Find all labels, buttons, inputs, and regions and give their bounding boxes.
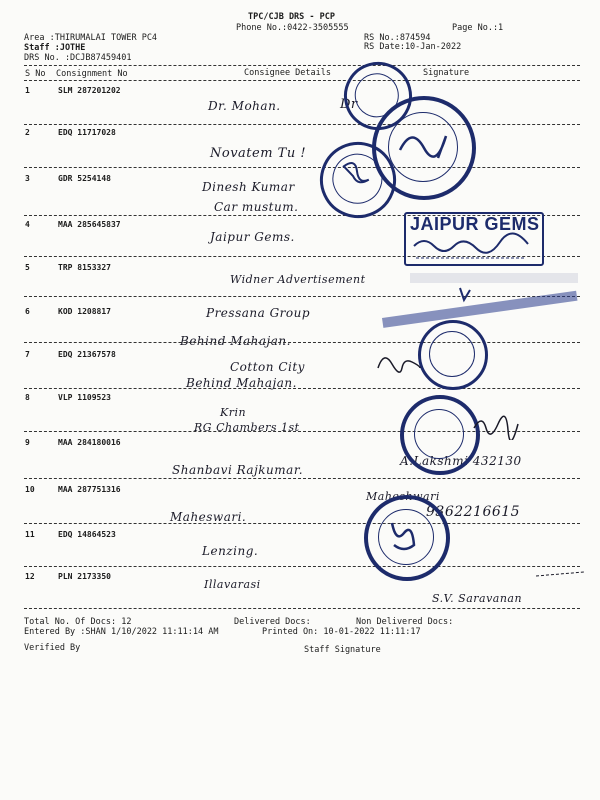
cotton-city-stamp-seal bbox=[418, 320, 488, 390]
row-sno: 7 bbox=[25, 350, 30, 359]
consignment-no: EDQ 14864523 bbox=[58, 530, 116, 539]
row-sno: 11 bbox=[25, 530, 35, 539]
consignee-handwriting: Cotton City bbox=[230, 360, 305, 374]
col-consignment: Consignment No bbox=[56, 69, 128, 79]
signature-scribble: Maheshwari bbox=[366, 490, 440, 503]
page-number: Page No.:1 bbox=[452, 23, 504, 33]
consignee-handwriting: Pressana Group bbox=[206, 306, 311, 320]
consignee-handwriting: Dinesh Kumar bbox=[202, 180, 295, 194]
signature-scribble: S.V. Saravanan bbox=[432, 592, 523, 605]
consignee-handwriting: Jaipur Gems. bbox=[210, 230, 295, 244]
delivered-docs: Delivered Docs: bbox=[234, 617, 311, 627]
drs-number: DRS No. :DCJB87459401 bbox=[24, 53, 132, 63]
row-sno: 2 bbox=[25, 128, 30, 137]
staff-signature: Staff Signature bbox=[304, 645, 381, 655]
entered-by: Entered By :SHAN 1/10/2022 11:11:14 AM bbox=[24, 627, 219, 637]
consignee-handwriting-2: Behind Mahajan. bbox=[186, 376, 297, 390]
consignment-no: GDR 5254148 bbox=[58, 174, 111, 183]
divider bbox=[24, 608, 580, 609]
row-sno: 8 bbox=[25, 393, 30, 402]
row-sno: 12 bbox=[25, 572, 35, 581]
divider bbox=[24, 388, 580, 389]
row-sno: 1 bbox=[25, 86, 30, 95]
report-title: TPC/CJB DRS - PCP bbox=[248, 12, 335, 22]
consignee-handwriting: Maheswari. bbox=[170, 510, 247, 524]
consignment-no: SLM 287201202 bbox=[58, 86, 121, 95]
row-sno: 4 bbox=[25, 220, 30, 229]
signature-scribble-icon bbox=[372, 348, 422, 378]
consignee-handwriting: Shanbavi Rajkumar. bbox=[172, 463, 304, 477]
consignee-handwriting-2: RG Chambers 1st bbox=[194, 421, 300, 434]
consignee-handwriting: Illavarasi bbox=[204, 578, 261, 591]
divider bbox=[24, 342, 580, 343]
verified-by: Verified By bbox=[24, 643, 81, 653]
fintech-stamp-seal bbox=[400, 395, 480, 475]
row-sno: 9 bbox=[25, 438, 30, 447]
consignee-handwriting-2: Behind Mahajan. bbox=[180, 334, 291, 348]
area-label: Area :THIRUMALAI TOWER PC4 bbox=[24, 33, 158, 43]
printed-on: Printed On: 10-01-2022 11:11:17 bbox=[262, 627, 421, 637]
phone-handwriting: 9362216615 bbox=[426, 504, 521, 520]
rs-date: RS Date:10-Jan-2022 bbox=[364, 42, 462, 52]
col-consignee: Consignee Details bbox=[244, 68, 331, 78]
divider bbox=[24, 167, 580, 168]
consignment-no: MAA 284180016 bbox=[58, 438, 121, 447]
consignee-handwriting: Krin bbox=[220, 406, 247, 419]
signature-scribble-icon bbox=[536, 568, 586, 584]
consignment-no: TRP 8153327 bbox=[58, 263, 111, 272]
consignment-no: VLP 1109523 bbox=[58, 393, 111, 402]
consignee-handwriting: Widner Advertisement bbox=[230, 273, 366, 286]
col-signature: Signature bbox=[423, 68, 470, 78]
divider bbox=[24, 65, 580, 66]
consignee-handwriting-2: Car mustum. bbox=[214, 200, 299, 214]
total-docs: Total No. Of Docs: 12 bbox=[24, 617, 132, 627]
divider bbox=[24, 566, 580, 567]
rs-number: RS No.:874594 bbox=[364, 33, 431, 43]
consignee-handwriting: Dr. Mohan. bbox=[208, 99, 281, 113]
row-sno: 5 bbox=[25, 263, 30, 272]
consignment-no: EDQ 21367578 bbox=[58, 350, 116, 359]
non-delivered-docs: Non Delivered Docs: bbox=[356, 617, 454, 627]
consignment-no: MAA 287751316 bbox=[58, 485, 121, 494]
consignment-no: PLN 2173350 bbox=[58, 572, 111, 581]
divider bbox=[24, 523, 580, 524]
consignee-handwriting: Novatem Tu ! bbox=[210, 146, 307, 161]
divider bbox=[24, 80, 580, 81]
row-sno: 3 bbox=[25, 174, 30, 183]
col-sno: S No bbox=[25, 69, 46, 79]
row-sno: 10 bbox=[25, 485, 35, 494]
phone-number: Phone No.:0422-3505555 bbox=[236, 23, 349, 33]
divider bbox=[24, 478, 580, 479]
consignment-no: EDQ 11717028 bbox=[58, 128, 116, 137]
lenzing-stamp-seal bbox=[364, 495, 450, 581]
divider bbox=[24, 124, 580, 125]
jaipur-gems-stamp: JAIPUR GEMS bbox=[404, 212, 544, 266]
signature-scribble: Dr bbox=[340, 97, 358, 112]
consignment-no: KOD 1208817 bbox=[58, 307, 111, 316]
signature-scribble-icon bbox=[470, 410, 520, 440]
signature-scribble: A.Lakshmi 432130 bbox=[400, 454, 522, 468]
staff-label: Staff :JOTHE bbox=[24, 43, 86, 53]
consignment-no: MAA 285645837 bbox=[58, 220, 121, 229]
row-sno: 6 bbox=[25, 307, 30, 316]
consignee-handwriting: Lenzing. bbox=[202, 544, 259, 558]
